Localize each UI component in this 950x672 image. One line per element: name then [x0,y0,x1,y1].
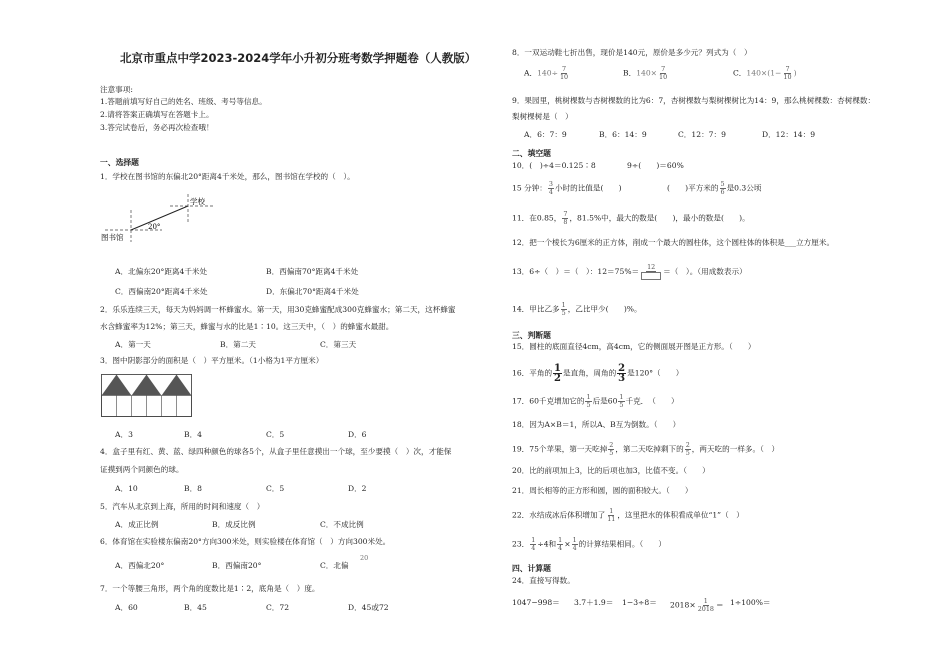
shaded-grid-figure [101,374,193,418]
question-text: 22．水结成冰后体积增加了 $\frac{1}{11}$ ，这里把水的体积看成单位“1”（ ） [512,507,744,523]
question-text: 1．学校在图书馆的东偏北20°距离4千米处，那么，图书馆在学校的（ ）。 [100,172,355,181]
option: C．西偏南20°距离4千米处 [115,287,208,296]
section-heading: 三、判断题 [512,331,551,340]
option: A．140÷ $\frac{7}{10}$ [524,65,569,81]
option: B．140× $\frac{7}{10}$ [623,65,668,81]
option: C．72 [266,603,290,612]
notes-item: 2.请将答案正确填写在答题卡上。 [100,110,214,119]
option: A．北偏东20°距离4千米处 [115,267,208,276]
question-text: 水含蜂蜜率为12%；第三天，蜂蜜与水的比是1∶10。这三天中，（ ）的蜂蜜水最甜。 [100,322,394,331]
option: D．45或72 [348,603,389,612]
option: D．6 [348,430,367,439]
question-text: 13．6÷（ ）＝（ ）：12＝75%＝ 12 ＝（ ）。（用成数表示） [512,264,747,280]
question-text: 4．盒子里有红、黄、蓝、绿四种颜色的球各5个，从盒子里任意摸出一个球，至少要摸（ ）次，才能保 [100,447,452,456]
calc-item: 1÷100%＝ [730,598,771,607]
option: D．12：14：9 [762,130,816,139]
question-text: 2．乐乐连续三天，每天为妈妈调一杯蜂蜜水。第一天，用30克蜂蜜配成300克蜂蜜水；第二天，这杯蜂蜜 [100,305,456,314]
section-heading: 二、填空题 [512,149,551,158]
question-text: 证摸到两个同颜色的球。 [100,465,184,474]
option: A．西偏北20° [115,561,165,570]
question-text: 5．汽车从北京到上海，所用的时间和速度（ ） [100,502,265,511]
question-text: 18．因为A×B＝1，所以A、B互为倒数。（ ） [512,420,681,429]
library-label: 图书馆 [101,233,124,242]
notes-item: 3.答完试卷后，务必再次检查哦！ [100,123,214,132]
option: C．第三天 [320,340,357,349]
section-heading: 一、选择题 [100,158,139,167]
question-text: 24．直接写得数。 [512,576,575,585]
calc-item: 1047−998＝ [512,598,560,607]
option: C．北偏 [320,561,349,570]
option: A．10 [115,484,138,493]
option: C．5 [266,430,285,439]
question-text: 12．把一个棱长为6厘米的正方体，削成一个最大的圆柱体，这个圆柱体的体积是___立方厘米。 [512,238,835,247]
calc-item: 3.7＋1.9＝ [574,598,614,607]
angle-label: 20° [148,223,161,231]
question-text: 23． $\frac{1}{4}$ ÷4和 $\frac{1}{4}$ × $\frac{1}{4}$ 的计算结果相同。（ ） [512,536,666,552]
question-text: 11．在0.85， $\frac{7}{8}$ ，81.5%中，最大的数是( )，最小的数是( )。 [512,210,750,226]
option: B．4 [184,430,203,439]
option: C．不成比例 [320,520,364,529]
question-text: 17．60千克增加它的 $\frac{1}{5}$ 后是60 $\frac{1}{5}$ 千克． （ ） [512,393,679,409]
option: B．西偏南70°距离4千米处 [266,267,359,276]
option: B．西偏南20° [212,561,262,570]
option: A．第一天 [115,340,151,349]
section-heading: 四、计算题 [512,564,551,573]
option: D．东偏北70°距离4千米处 [266,287,359,296]
option: B．成反比例 [212,520,256,529]
option: D．2 [348,484,367,493]
question-text: 20．比的前项加上3，比的后项也加3，比值不变。（ ） [512,466,710,475]
question-text: 9．果园里，桃树棵数与杏树棵数的比为6：7，杏树棵数与梨树棵树比为14：9，那么桃树棵数：杏树棵数： [512,96,876,105]
question-text: 梨树棵树是（ ） [512,112,573,121]
superscript: 20 [360,554,369,562]
question-text: 16．平角的 $\frac{1}{2}$ 是直角，周角的 $\frac{2}{3}$ 是120°（ ） [512,363,684,384]
school-label: 学校 [190,197,205,206]
option: A．60 [115,603,138,612]
question-text: ( )平方米的 $\frac{5}{6}$ 是0.3公顷 [667,180,762,196]
question-text: 15 分钟： $\frac{3}{4}$ 小时的比值是( ) [512,180,622,196]
calc-item: 1−3÷8＝ [622,598,657,607]
question-text: 19．75个苹果，第一天吃掉 $\frac{2}{5}$ ，第二天吃掉剩下的 $\frac{2}{5}$ ，两天吃的一样多。（ ） [512,441,780,457]
option: A．3 [115,430,133,439]
option: B．6：14：9 [599,130,647,139]
option: B．第二天 [220,340,256,349]
notes-heading: 注意事项: [100,85,133,94]
page-title: 北京市重点中学2023-2024学年小升初分班考数学押题卷（人教版） [120,51,477,65]
question-text: 8．一双运动鞋七折出售，现价是140元，原价是多少元？列式为（ ） [512,48,752,57]
question-text: 9÷( )＝60% [627,161,684,170]
option: B．8 [184,484,203,493]
notes-item: 1.答题前填写好自己的姓名、班级、考号等信息。 [100,97,267,106]
option: C．12：7：9 [678,130,726,139]
question-text: 10．( )÷4＝0.125∶8 [512,161,596,170]
direction-diagram [100,192,218,248]
question-text: 15．圆柱的底面直径4cm，高4cm，它的侧面展开图是正方形。（ ） [512,342,756,351]
option: C．140×(1− $\frac{7}{10}$ ) [733,65,797,81]
question-text: 3．图中阴影部分的面积是（ ）平方厘米。（1小格为1平方厘米） [100,356,324,365]
option: C．5 [266,484,285,493]
question-text: 7．一个等腰三角形，两个角的度数比是1∶2，底角是（ ）度。 [100,584,320,593]
calc-item: 2018× $\frac{1}{2018}$ ＝ [670,597,724,613]
option: A．成正比例 [115,520,159,529]
question-text: 14．甲比乙多 $\frac{1}{5}$ ，乙比甲少( )%。 [512,301,642,317]
question-text: 6．体育馆在实验楼东偏南20°方向300米处，则实验楼在体育馆（ ）方向300米处。 [100,537,391,546]
question-text: 21．周长相等的正方形和圆，圆的面积较大。（ ） [512,486,693,495]
option: B．45 [184,603,207,612]
option: A．6：7：9 [524,130,567,139]
